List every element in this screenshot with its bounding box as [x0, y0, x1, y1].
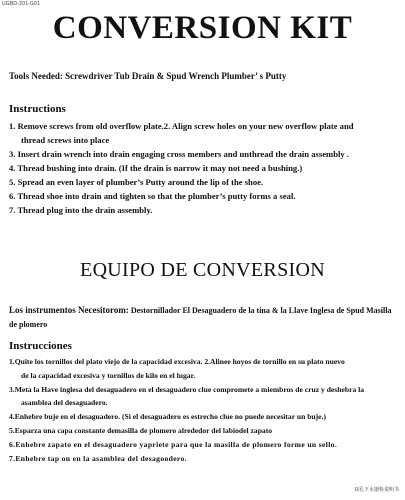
english-step-text: 3. Insert drain wrench into drain engaging cross members and unthread the drain assembly . — [9, 149, 349, 159]
spanish-step-text: 6.Enhebre zapato en el desaguadero yapriete para que la masilla de plomero forme un sello. — [9, 439, 338, 449]
spanish-step-continuation: asamblea del desaguadero. — [21, 398, 108, 408]
spanish-step-continuation: de la capacidad excesiva y tornillos de kilo en el lugar. — [21, 370, 196, 380]
spanish-instructions-heading: Instrucciones — [9, 340, 72, 352]
spanish-title: EQUIPO DE CONVERSION — [80, 259, 325, 281]
spanish-step-item — [9, 424, 399, 438]
spanish-instructions-list — [9, 355, 399, 465]
english-step-item — [9, 203, 399, 217]
english-tools-label: Tools Needed: — [9, 71, 63, 81]
english-step-text: 6. Thread shoe into drain and tighten so that the plumber’s putty forms a seal. — [9, 191, 296, 201]
spanish-step-item — [9, 452, 399, 466]
english-step-text: 4. Thread bushing into drain. (If the drain is narrow it may not need a bushing.) — [9, 163, 303, 173]
spanish-step-text: 7.Enhebre tap on en la asamblea del desagoodero. — [9, 453, 187, 463]
spanish-tools-line — [9, 303, 399, 332]
english-step-item — [9, 189, 399, 203]
document-code: UGBD-201-G01 — [2, 1, 40, 7]
english-step-item — [9, 175, 399, 189]
english-step-item — [9, 161, 399, 175]
english-step-item — [9, 147, 399, 161]
spanish-tools-items: Destornillador El Desaguadero de la tina & la Llave Inglesa de Spud Masilla de plomero — [9, 306, 392, 329]
spanish-step-item — [9, 410, 399, 424]
english-title: CONVERSION KIT — [52, 10, 353, 46]
english-step-text: 1. Remove screws from old overflow plate.2. Align screw holes on your new overflow plate and — [9, 121, 354, 131]
english-instructions-heading: Instructions — [9, 103, 66, 115]
spanish-step-item — [9, 438, 399, 452]
english-tools-items: Screwdriver Tub Drain & Spud Wrench Plumber’ s Putty — [62, 71, 287, 81]
english-step-item — [9, 119, 399, 147]
english-step-continuation: thread screws into place — [21, 135, 110, 145]
footer-caption: 双孔下水器检说明书 — [353, 487, 399, 493]
english-tools-line — [9, 71, 399, 81]
spanish-step-text: 1.Quite los tornillos del plato viejo de la capacidad excesiva. 2.Alinee hoyos de tornillo en su plato nuevo — [9, 357, 345, 366]
spanish-step-text: 4.Enhebre buje en el desaguadero. (Si el desaguadero es estrecho clue no puede necesitar un buje.) — [9, 412, 326, 422]
english-step-text: 7. Thread plug into the drain assembly. — [9, 205, 153, 215]
spanish-tools-label: Los instrumentos Necesitorom: — [9, 305, 129, 315]
spanish-step-item — [9, 383, 399, 411]
spanish-step-text: 5.Esparza una capa constante demasilla de plomero alrededor del labiodel zapato — [9, 425, 273, 435]
english-instructions-list — [9, 119, 399, 217]
english-step-text: 5. Spread an even layer of plumber’s Putty around the lip of the shoe. — [9, 177, 264, 187]
spanish-step-item — [9, 355, 399, 383]
spanish-step-text: 3.Meta la Have inglesa del desaguadero en el desaguadero clue compromete a miembros de cruz y deshebra la — [9, 384, 365, 394]
